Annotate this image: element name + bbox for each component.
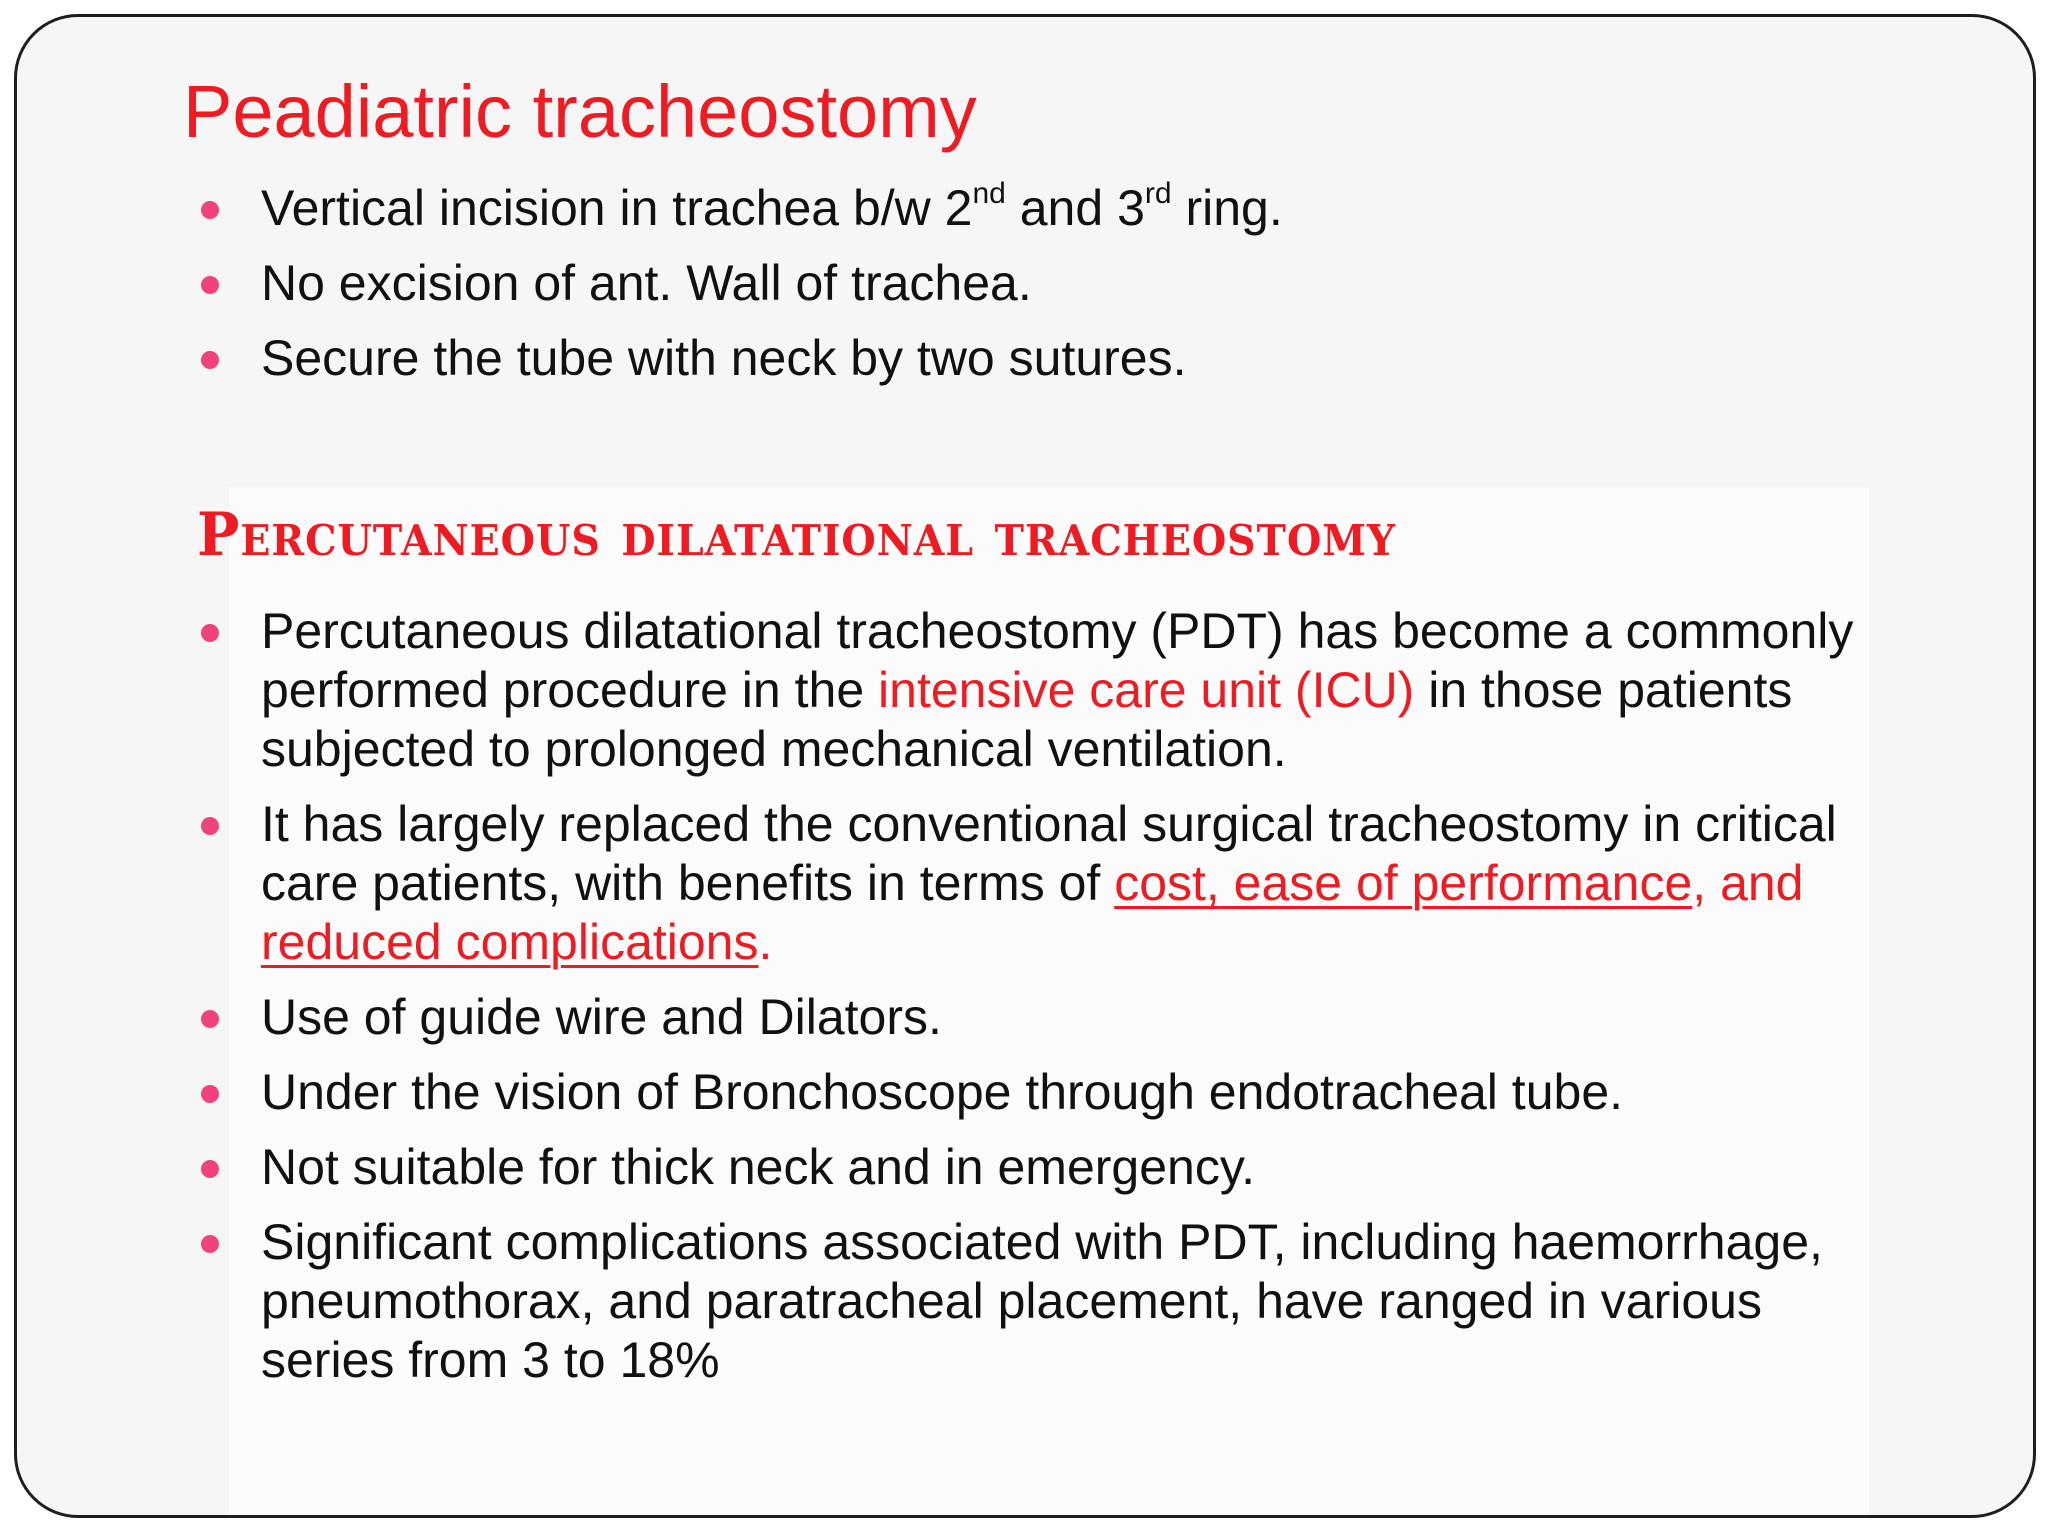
- bullet-icon: [201, 1010, 219, 1028]
- list-item: Vertical incision in trachea b/w 2nd and 3rd ring.: [183, 179, 1883, 238]
- slide-title: Peadiatric tracheostomy: [183, 70, 977, 153]
- link-reduced-complications[interactable]: reduced complications: [261, 914, 759, 970]
- list-item: Significant complications associated with PDT, including haemorrhage, pneumothorax, and paratracheal placement, have ranged in various series from 3 to 18%: [183, 1213, 1883, 1390]
- bullet-icon: [201, 1160, 219, 1178]
- bullet-icon: [201, 276, 219, 294]
- pediatric-bullet-list: [183, 179, 1883, 404]
- bullet-icon: [201, 624, 219, 642]
- link-ease-of-performance[interactable]: ease of performance: [1219, 855, 1693, 911]
- bullet-icon: [201, 201, 219, 219]
- bullet-icon: [201, 1235, 219, 1253]
- list-item: Use of guide wire and Dilators.: [183, 988, 1883, 1047]
- list-item: Percutaneous dilatational tracheostomy (PDT) has become a commonly performed procedure in the intensive care unit (ICU) in those patients subjected to prolonged mechanical ventilation.: [183, 602, 1883, 779]
- list-item: Secure the tube with neck by two sutures.: [183, 329, 1883, 388]
- list-item: No excision of ant. Wall of trachea.: [183, 254, 1883, 313]
- highlight-icu: intensive care unit (ICU): [878, 662, 1415, 718]
- section-heading: Percutaneous dilatational tracheostomy: [197, 500, 1397, 570]
- list-item: It has largely replaced the conventional surgical tracheostomy in critical care patients, with benefits in terms of cost, ease of performance, and reduced complications.: [183, 795, 1883, 972]
- bullet-icon: [201, 817, 219, 835]
- slide: [14, 14, 2036, 1518]
- link-cost[interactable]: cost,: [1114, 855, 1220, 911]
- list-item: Under the vision of Bronchoscope through endotracheal tube.: [183, 1063, 1883, 1122]
- list-item: Not suitable for thick neck and in emergency.: [183, 1138, 1883, 1197]
- pdt-bullet-list: [183, 602, 1883, 1406]
- bullet-icon: [201, 1085, 219, 1103]
- bullet-icon: [201, 351, 219, 369]
